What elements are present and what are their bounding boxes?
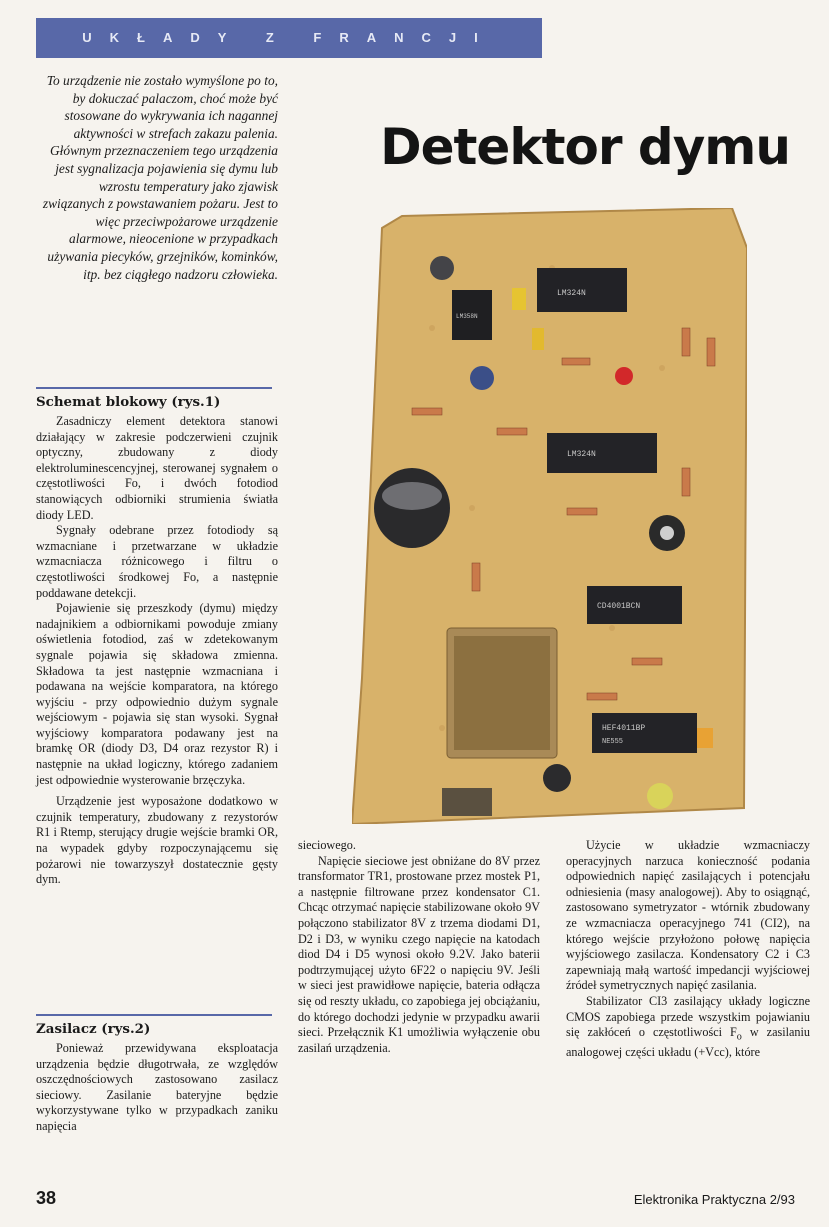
divider [36, 1014, 272, 1016]
article-intro: To urządzenie nie zostało wymyślone po to, by dokuczać palaczom, choć może być stosowane do wykrywania ich nagannej aktywności w strefach zakazu palenia. Głównym przeznaczeniem tego urządzenia jest sygnalizacja pojawienia się dymu lub wzrostu temperatury jako zjawisk związanych z powstawaniem pożaru. Jest to więc przeciwpożarowe urządzenie alarmowe, nieocenione w przypadkach używania piecyków, grzejników, kominków, itp. bez ciągłego nadzoru człowieka. [42, 73, 278, 282]
section-band: UKŁADY Z FRANCJI [36, 18, 542, 58]
capacitor [647, 783, 673, 809]
paragraph: Ponieważ przewidywana eksploatacja urządzenia będzie długotrwała, ze względów oszczędnościowych zastosowano zasilacz sieciowy. Zasilanie bateryjne będzie wykorzystywane tylko w przypadkach zaniku napięcia [36, 1041, 278, 1133]
ic-chip [547, 433, 657, 473]
connector [442, 788, 492, 816]
capacitor [430, 256, 454, 280]
paragraph: Urządzenie jest wyposażone dodatkowo w czujnik temperatury, zbudowany z rezystorów R1 i Rtemp, sterujący drugie wejście bramki OR, na wypadek gdyby rozpoczynającemu się pożarowi nie towarzyszył dostatecznie gęsty dym. [36, 794, 278, 887]
pcb-photo [352, 208, 747, 824]
page-number: 38 [36, 1188, 57, 1208]
chip-label: LM324N [557, 289, 586, 298]
paragraph: Zasadniczy element detektora stanowi działający w zakresie podczerwieni czujnik optyczny, zbudowany z diody elektroluminescencyjnej, sterowanej sygnałem o częstotliwości Fo, i dwóch fotodiod stanowiących odbiorniki strumienia światła diody LED. [36, 414, 278, 522]
paragraph: Użycie w układzie wzmacniaczy operacyjnych narzuca konieczność podania odpowiednich napięć zasilających i potencjału odniesienia (masy analogowej). Aby to osiągnąć, zastosowano symetryzator - wtórnik zbudowany ze wzmacniacza operacyjnego 741 (CI2), na którego wejście przyłożono połowę napięcia wyjściowego zasilacza. Kondensatory C2 i C3 zapewniają małą wartość impedancji wyjściowej źródeł symetrycznych napięć zasilania. [566, 838, 810, 993]
magazine-name: Elektronika Praktyczna 2/93 [633, 1192, 795, 1207]
section-heading: Schemat blokowy (rys.1) [36, 394, 221, 410]
ic-chip [592, 713, 697, 753]
chip-label: HEF4011BP [602, 724, 646, 733]
subscript: o [736, 1031, 742, 1043]
divider [36, 387, 272, 389]
left-column-body [36, 1041, 278, 1135]
left-column-body [36, 414, 278, 888]
capacitor [470, 366, 494, 390]
chip-label: NE555 [602, 738, 624, 746]
section-heading: Zasilacz (rys.2) [36, 1021, 151, 1037]
chip-label: LM324N [567, 450, 596, 459]
paragraph [566, 994, 810, 1061]
paragraph: Napięcie sieciowe jest obniżane do 8V przez transformator TR1, prostowane przez mostek P1, a następnie filtrowane przez kondensator C1. Chcąc otrzymać napięcie stabilizowane około 9V połączono stabilizator 8V z trzema diodami D1, D2 i D3, w wyniku czego napięcie na katodach diod D4 i D5 wynosi około 9.2V. Jako baterii podtrzymującej użyto 6F22 o napięciu 9V. Jeśli w sieci jest prawidłowe napięcie, bateria odłącza się od reszty układu, co zapobiega jej obciążaniu, do którego dochodzi jedynie w przypadku awarii sieci. Przełącznik K1 umożliwia wyłączenie obu zasilań urządzenia. [298, 853, 540, 1055]
led [615, 367, 633, 385]
paragraph: Pojawienie się przeszkody (dymu) między nadajnikiem a odbiornikami powoduje zmiany oświetlenia fotodiod, zaś w zdetekowanym sygnale pojawia się składowa zmienna. Składowa ta jest następnie wzmacniana i podawana na wejście komparatora, na którego wyjściu - przy odpowiednio dużym sygnale wejściowym - pojawia się stan wysoki. Sygnał wyjściowy komparatora podawany jest na bramkę OR (diody D3, D4 oraz rezystor R) i następnie na układ logiczny, którego zadaniem jest odpowiednie wysterowanie brzęczyka. [36, 601, 278, 787]
chip-label: LM358N [456, 313, 478, 320]
paragraph: Sygnały odebrane przez fotodiody są wzmacniane i przetwarzane w układzie wzmacniacza różnicowego i filtru o częstotliwości środkowej Fo, a następnie poddawane detekcji. [36, 523, 278, 600]
chip-label: CD4001BCN [597, 602, 641, 611]
text-run: Stabilizator CI3 zasilający układy logiczne CMOS zapobiega przede wszystkim pojawianiu się zakłóceń o częstotliwości F [566, 993, 810, 1040]
capacitor [543, 764, 571, 792]
text-run: w zasilaniu analogowej części układu (+Vcc), które [566, 1025, 810, 1060]
paragraph: sieciowego. [298, 838, 356, 852]
middle-column-body [298, 838, 540, 1056]
article-title: Detektor dymu [380, 118, 790, 176]
right-column-body [566, 838, 810, 1061]
